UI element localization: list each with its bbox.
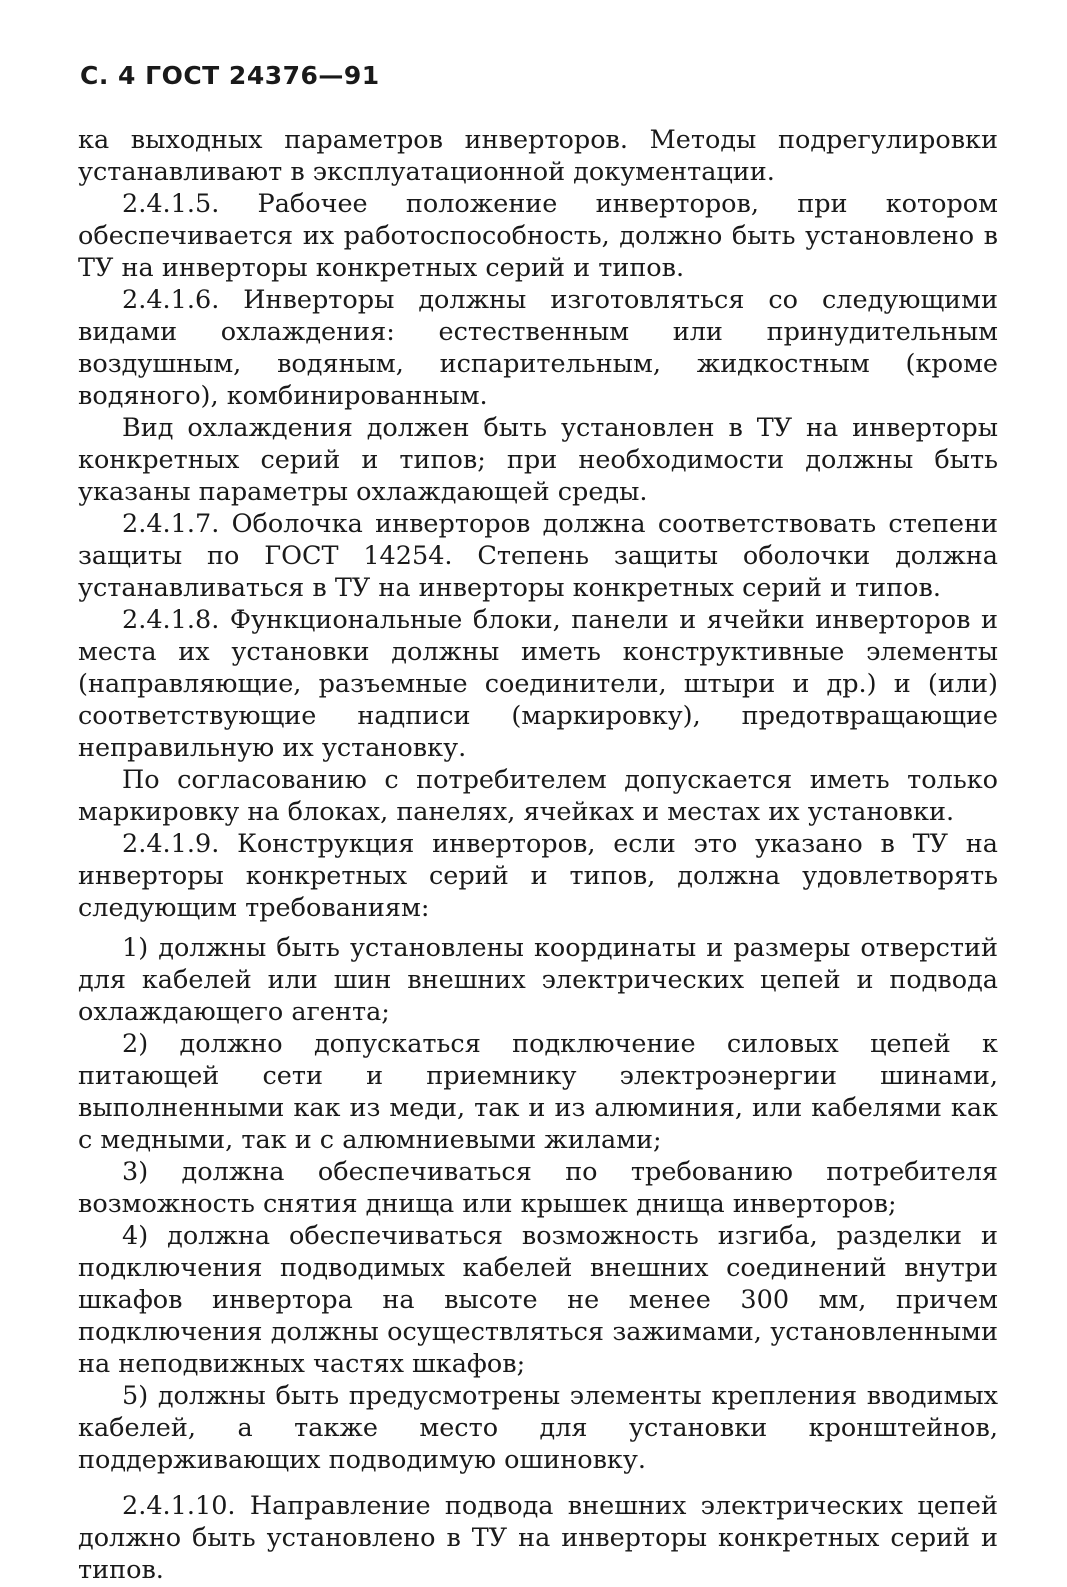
paragraph-2-4-1-10: 2.4.1.10. Направление подвода внешних электрических цепей должно быть установлено в ТУ на инверторы конкретных серий и типов. (78, 1491, 998, 1585)
body-text (78, 124, 998, 1586)
list-item-5: 5) должны быть предусмотрены элементы крепления вводимых кабелей, а также место для установки кронштейнов, поддерживающих подводимую ошиновку. (78, 1381, 998, 1475)
list-item-3: 3) должна обеспечиваться по требованию потребителя возможность снятия днища или крышек днища инверторов; (78, 1157, 998, 1219)
list-item-1: 1) должны быть установлены координаты и размеры отверстий для кабелей или шин внешних электрических цепей и подвода охлаждающего агента; (78, 933, 998, 1027)
paragraph-2-4-1-7: 2.4.1.7. Оболочка инверторов должна соответствовать степени защиты по ГОСТ 14254. Степень защиты оболочки должна устанавливаться в ТУ на инверторы конкретных серий и типов. (78, 509, 998, 603)
list-item-4: 4) должна обеспечиваться возможность изгиба, разделки и подключения подводимых кабелей внешних соединений внутри шкафов инвертора на высоте не менее 300 мм, причем подключения должны осуществляться зажимами, установленными на неподвижных частях шкафов; (78, 1221, 998, 1379)
spacer (78, 1476, 998, 1490)
paragraph-cooling-type: Вид охлаждения должен быть установлен в ТУ на инверторы конкретных серий и типов; при необходимости должны быть указаны параметры охлаждающей среды. (78, 413, 998, 507)
paragraph-2-4-1-6: 2.4.1.6. Инверторы должны изготовляться со следующими видами охлаждения: естественным или принудительным воздушным, водяным, испарительным, жидкостным (кроме водяного), комбинированным. (78, 285, 998, 411)
document-page (78, 58, 998, 1586)
paragraph-2-4-1-8: 2.4.1.8. Функциональные блоки, панели и ячейки инверторов и места их установки должны иметь конструктивные элементы (направляющие, разъемные соединители, штыри и др.) и (или) соответствующие надписи (маркировку), предотвращающие неправильную их установку. (78, 605, 998, 763)
paragraph-2-4-1-9: 2.4.1.9. Конструкция инверторов, если это указано в ТУ на инверторы конкретных серий и типов, должна удовлетворять следующим требованиям: (78, 829, 998, 923)
paragraph-continuation: ка выходных параметров инверторов. Методы подрегулировки устанавливают в эксплуатационной документации. (78, 125, 998, 187)
page-header: С. 4 ГОСТ 24376—91 (80, 61, 380, 90)
paragraph-marking-agreement: По согласованию с потребителем допускается иметь только маркировку на блоках, панелях, ячейках и местах их установки. (78, 765, 998, 827)
paragraph-2-4-1-5: 2.4.1.5. Рабочее положение инверторов, при котором обеспечивается их работоспособность, должно быть установлено в ТУ на инверторы конкретных серий и типов. (78, 189, 998, 283)
list-item-2: 2) должно допускаться подключение силовых цепей к питающей сети и приемнику электроэнергии шинами, выполненными как из меди, так и из алюминия, или кабелями как с медными, так и с алюмниевыми жилами; (78, 1029, 998, 1155)
spacer (78, 924, 998, 932)
